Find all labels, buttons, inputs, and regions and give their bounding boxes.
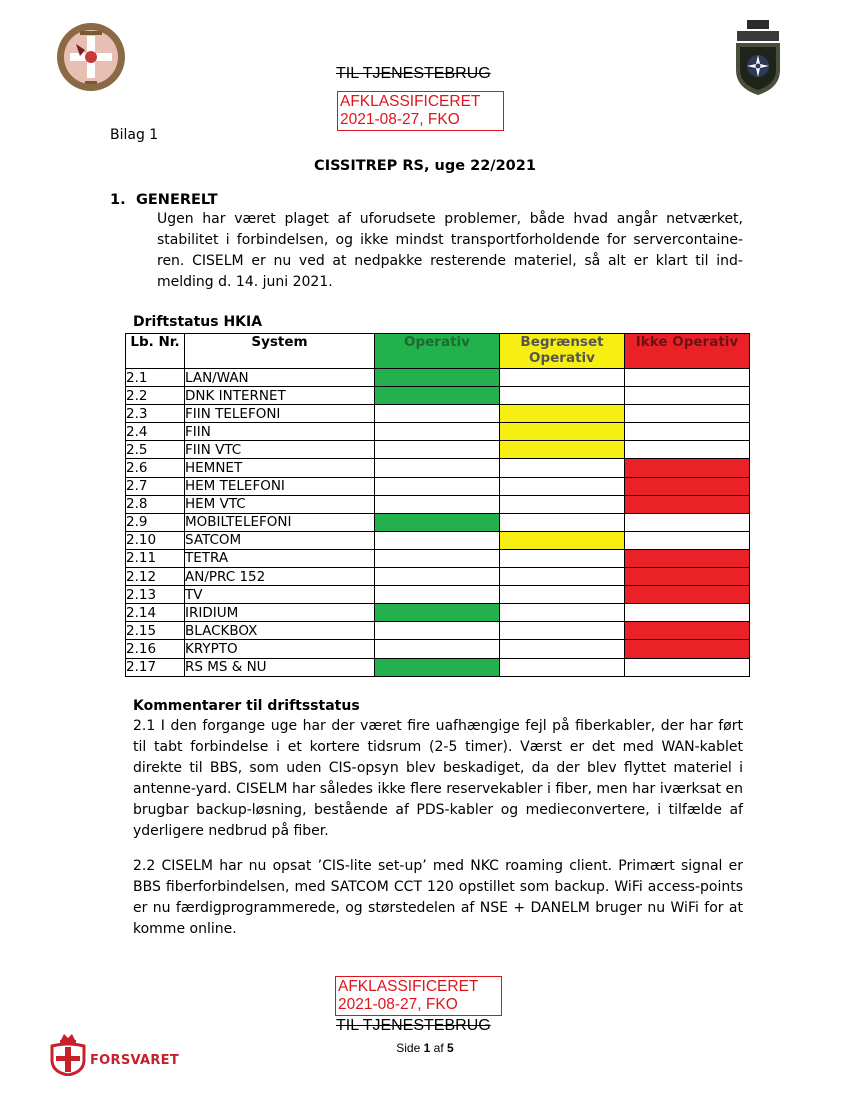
classification-struck-header: TIL TJENESTEBRUG	[336, 65, 491, 82]
status-cell-operativ	[375, 441, 500, 459]
table-row	[126, 586, 750, 604]
row-number: 2.17	[126, 658, 185, 676]
table-header-row	[126, 334, 750, 369]
status-cell-ikke	[625, 549, 750, 567]
row-number: 2.11	[126, 549, 185, 567]
rs-patch-icon	[733, 20, 783, 96]
header-nr: Lb. Nr.	[126, 334, 185, 369]
page-total: 5	[447, 1041, 454, 1055]
appendix-label: Bilag 1	[110, 127, 159, 143]
stamp-line-1: AFKLASSIFICERET	[340, 93, 481, 110]
section-title: GENERELT	[136, 192, 218, 208]
row-number: 2.2	[126, 387, 185, 405]
table-row	[126, 495, 750, 513]
table-row	[126, 604, 750, 622]
row-system: SATCOM	[185, 531, 375, 549]
row-system: HEM VTC	[185, 495, 375, 513]
status-cell-operativ	[375, 513, 500, 531]
row-system: HEM TELEFONI	[185, 477, 375, 495]
row-system: RS MS & NU	[185, 658, 375, 676]
row-system: IRIDIUM	[185, 604, 375, 622]
status-cell-begraenset	[500, 604, 625, 622]
classification-struck-footer: TIL TJENESTEBRUG	[336, 1017, 491, 1034]
row-system: DNK INTERNET	[185, 387, 375, 405]
table-row	[126, 658, 750, 676]
forsvaret-wordmark: FORSVARET	[90, 1053, 180, 1068]
row-system: FIIN	[185, 423, 375, 441]
status-cell-operativ	[375, 640, 500, 658]
status-cell-begraenset	[500, 640, 625, 658]
status-cell-operativ	[375, 622, 500, 640]
row-number: 2.12	[126, 568, 185, 586]
status-cell-begraenset	[500, 549, 625, 567]
status-cell-operativ	[375, 604, 500, 622]
header-begraenset: Begrænset Operativ	[500, 334, 625, 369]
row-system: TETRA	[185, 549, 375, 567]
status-cell-operativ	[375, 658, 500, 676]
table-row	[126, 405, 750, 423]
stamp-line-2: 2021-08-27, FKO	[338, 996, 458, 1013]
row-system: AN/PRC 152	[185, 568, 375, 586]
status-cell-ikke	[625, 405, 750, 423]
table-row	[126, 568, 750, 586]
status-cell-ikke	[625, 387, 750, 405]
status-cell-ikke	[625, 423, 750, 441]
table-row	[126, 531, 750, 549]
row-system: MOBILTELEFONI	[185, 513, 375, 531]
page-current: 1	[423, 1041, 431, 1055]
status-cell-ikke	[625, 604, 750, 622]
row-system: FIIN TELEFONI	[185, 405, 375, 423]
status-cell-begraenset	[500, 531, 625, 549]
row-number: 2.9	[126, 513, 185, 531]
table-row	[126, 477, 750, 495]
status-cell-begraenset	[500, 568, 625, 586]
row-system: LAN/WAN	[185, 369, 375, 387]
table-row	[126, 459, 750, 477]
status-cell-ikke	[625, 640, 750, 658]
status-cell-operativ	[375, 387, 500, 405]
row-number: 2.8	[126, 495, 185, 513]
paragraph-generelt: Ugen har været plaget af uforudsete problemer, både hvad angår netværket, stabilitet i forbindelsen, og ikke mindst transportforholdende for servercontaine-ren. CISELM er nu ved at nedpakke resterende materiel, så alt er klart til ind-melding d. 14. juni 2021.	[157, 211, 743, 290]
table-row	[126, 622, 750, 640]
status-cell-operativ	[375, 459, 500, 477]
row-number: 2.7	[126, 477, 185, 495]
row-number: 2.6	[126, 459, 185, 477]
status-cell-begraenset	[500, 586, 625, 604]
comment-paragraph-2-2: 2.2 CISELM har nu opsat ’CIS-lite set-up’ med NKC roaming client. Primært signal er BBS fiberforbindelsen, med SATCOM CCT 120 opstillet som backup. WiFi access-points er nu færdigprogrammerede, og størstedelen af NSE + DANELM bruger nu WiFi for at komme online.	[133, 858, 743, 937]
status-cell-begraenset	[500, 441, 625, 459]
row-system: BLACKBOX	[185, 622, 375, 640]
status-cell-begraenset	[500, 622, 625, 640]
row-system: FIIN VTC	[185, 441, 375, 459]
status-cell-begraenset	[500, 658, 625, 676]
row-system: TV	[185, 586, 375, 604]
status-cell-ikke	[625, 531, 750, 549]
status-cell-begraenset	[500, 495, 625, 513]
status-cell-operativ	[375, 423, 500, 441]
stamp-line-2: 2021-08-27, FKO	[340, 111, 460, 128]
status-cell-begraenset	[500, 477, 625, 495]
status-cell-ikke	[625, 441, 750, 459]
status-cell-begraenset	[500, 405, 625, 423]
status-cell-begraenset	[500, 369, 625, 387]
table-caption: Driftstatus HKIA	[133, 314, 263, 330]
status-cell-begraenset	[500, 387, 625, 405]
stamp-line-1: AFKLASSIFICERET	[338, 978, 479, 995]
status-cell-operativ	[375, 568, 500, 586]
table-row	[126, 387, 750, 405]
declassified-stamp-header	[337, 91, 504, 131]
status-cell-begraenset	[500, 423, 625, 441]
header-ikke-operativ: Ikke Operativ	[625, 334, 750, 369]
status-cell-ikke	[625, 477, 750, 495]
status-cell-ikke	[625, 495, 750, 513]
section-number: 1.	[110, 192, 126, 208]
status-cell-operativ	[375, 495, 500, 513]
table-row	[126, 441, 750, 459]
forsvaret-logo	[50, 1030, 180, 1080]
comments-heading: Kommentarer til driftsstatus	[133, 698, 360, 714]
status-cell-ikke	[625, 622, 750, 640]
crown-shield-icon	[50, 1030, 86, 1076]
row-number: 2.13	[126, 586, 185, 604]
status-cell-ikke	[625, 369, 750, 387]
status-cell-operativ	[375, 586, 500, 604]
header-system: System	[185, 334, 375, 369]
table-row	[126, 640, 750, 658]
comment-paragraph-2-1: 2.1 I den forgange uge har der været fire uafhængige fejl på fiberkabler, der har ført til tabt forbindelse i et kortere tidsrum (2-5 timer). Værst er det med WAN-kablet direkte til BBS, som uden CIS-opsyn blev beskadiget, da der blev flyttet materiel i antenne-yard. CISELM har således ikke flere reservekabler i fiber, men har iværksat en brugbar backup-løsning, bestående af PDS-kabler og medieconvertere, i tilfælde af yderligere nedbrud på fiber.	[133, 718, 743, 839]
status-cell-ikke	[625, 459, 750, 477]
status-cell-begraenset	[500, 459, 625, 477]
row-number: 2.4	[126, 423, 185, 441]
status-cell-operativ	[375, 369, 500, 387]
status-table-body	[126, 369, 750, 677]
table-row	[126, 369, 750, 387]
status-cell-operativ	[375, 531, 500, 549]
header-operativ: Operativ	[375, 334, 500, 369]
status-cell-ikke	[625, 658, 750, 676]
status-cell-operativ	[375, 549, 500, 567]
row-number: 2.15	[126, 622, 185, 640]
document-title: CISSITREP RS, uge 22/2021	[314, 158, 536, 174]
status-cell-ikke	[625, 513, 750, 531]
status-cell-operativ	[375, 477, 500, 495]
row-system: HEMNET	[185, 459, 375, 477]
row-number: 2.10	[126, 531, 185, 549]
row-system: KRYPTO	[185, 640, 375, 658]
row-number: 2.1	[126, 369, 185, 387]
row-number: 2.16	[126, 640, 185, 658]
status-cell-begraenset	[500, 513, 625, 531]
row-number: 2.14	[126, 604, 185, 622]
status-cell-ikke	[625, 586, 750, 604]
page-of: af	[433, 1041, 444, 1055]
unit-emblem-icon	[56, 22, 126, 92]
section-heading-generelt	[110, 192, 218, 208]
table-row	[126, 549, 750, 567]
page-prefix: Side	[396, 1041, 421, 1055]
row-number: 2.5	[126, 441, 185, 459]
table-row	[126, 513, 750, 531]
status-cell-ikke	[625, 568, 750, 586]
row-number: 2.3	[126, 405, 185, 423]
declassified-stamp-footer	[335, 976, 502, 1016]
status-cell-operativ	[375, 405, 500, 423]
status-table	[125, 333, 750, 677]
table-row	[126, 423, 750, 441]
